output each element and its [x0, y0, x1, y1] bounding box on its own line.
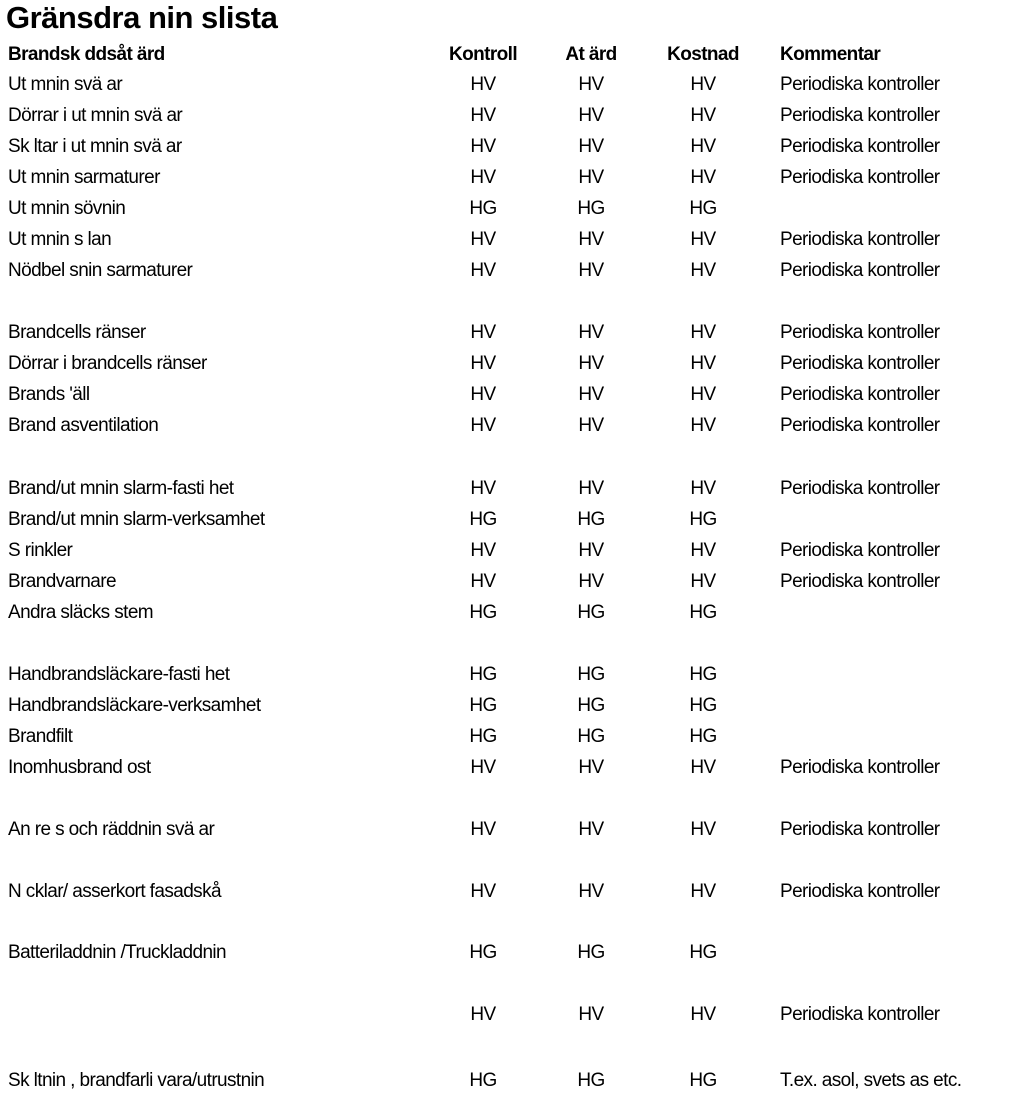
- row-kontroll-value: HV: [470, 415, 496, 436]
- row-item-label: Ut mnin svä ar: [8, 74, 123, 95]
- table-row: [0, 474, 1024, 504]
- row-kontroll-value: HV: [470, 353, 496, 374]
- row-atgard-value: HV: [578, 757, 604, 778]
- row-kommentar-text: Periodiska kontroller: [780, 74, 940, 95]
- row-kostnad-value: HG: [689, 942, 717, 963]
- row-kostnad-value: HG: [689, 1070, 717, 1091]
- row-item-label: Ut mnin sarmaturer: [8, 167, 160, 188]
- table-row: [0, 70, 1024, 100]
- row-atgard-value: HV: [578, 136, 604, 157]
- row-kontroll-value: HG: [469, 198, 497, 219]
- row-atgard-value: HV: [578, 881, 604, 902]
- row-atgard-value: HV: [578, 540, 604, 561]
- row-kostnad-value: HG: [689, 664, 717, 685]
- row-kontroll-value: HV: [470, 571, 496, 592]
- row-kontroll-value: HV: [470, 757, 496, 778]
- row-kontroll-value: HV: [470, 322, 496, 343]
- row-item-label: N cklar/ asserkort fasadskå: [8, 881, 221, 902]
- row-kostnad-value: HV: [690, 881, 716, 902]
- row-item-label: Dörrar i brandcells ränser: [8, 353, 207, 374]
- row-item-label: Sk ltnin , brandfarli vara/utrustnin: [8, 1070, 265, 1091]
- row-kostnad-value: HG: [689, 726, 717, 747]
- row-kommentar-text: Periodiska kontroller: [780, 384, 940, 405]
- row-kontroll-value: HV: [470, 384, 496, 405]
- header-kostnad: Kostnad: [667, 44, 739, 65]
- row-kommentar-text: Periodiska kontroller: [780, 415, 940, 436]
- row-kostnad-value: HG: [689, 602, 717, 623]
- table-row: [0, 938, 1024, 968]
- row-atgard-value: HV: [578, 322, 604, 343]
- row-atgard-value: HG: [577, 198, 605, 219]
- row-kommentar-text: Periodiska kontroller: [780, 229, 940, 250]
- table-header-row: [0, 40, 1024, 70]
- row-kommentar-text: Periodiska kontroller: [780, 167, 940, 188]
- row-item-label: Brandfilt: [8, 726, 73, 747]
- row-kostnad-value: HV: [690, 384, 716, 405]
- table-row: [0, 877, 1024, 907]
- table-row: [0, 722, 1024, 752]
- row-kontroll-value: HV: [470, 74, 496, 95]
- table-row: [0, 598, 1024, 628]
- table-row: [0, 1066, 1024, 1096]
- row-item-label: Brandcells ränser: [8, 322, 146, 343]
- row-kontroll-value: HV: [470, 819, 496, 840]
- row-kostnad-value: HV: [690, 1004, 716, 1025]
- row-kontroll-value: HG: [469, 664, 497, 685]
- row-kontroll-value: HG: [469, 1070, 497, 1091]
- row-item-label: Brand/ut mnin slarm-verksamhet: [8, 509, 265, 530]
- row-kommentar-text: Periodiska kontroller: [780, 478, 940, 499]
- row-item-label: Brand/ut mnin slarm-fasti het: [8, 478, 234, 499]
- row-item-label: Brandvarnare: [8, 571, 116, 592]
- row-atgard-value: HV: [578, 384, 604, 405]
- row-kommentar-text: Periodiska kontroller: [780, 819, 940, 840]
- row-atgard-value: HG: [577, 942, 605, 963]
- table-row: [0, 163, 1024, 193]
- row-item-label: Inomhusbrand ost: [8, 757, 151, 778]
- row-kontroll-value: HV: [470, 260, 496, 281]
- row-kostnad-value: HV: [690, 74, 716, 95]
- row-item-label: An re s och räddnin svä ar: [8, 819, 215, 840]
- row-kostnad-value: HV: [690, 229, 716, 250]
- row-kontroll-value: HV: [470, 540, 496, 561]
- row-kostnad-value: HG: [689, 198, 717, 219]
- row-kostnad-value: HV: [690, 478, 716, 499]
- row-kommentar-text: Periodiska kontroller: [780, 571, 940, 592]
- table-row: [0, 318, 1024, 348]
- header-item: Brandsk ddsåt ärd: [8, 44, 165, 65]
- table-row: [0, 194, 1024, 224]
- row-kostnad-value: HV: [690, 757, 716, 778]
- row-kontroll-value: HV: [470, 136, 496, 157]
- row-kommentar-text: Periodiska kontroller: [780, 1004, 940, 1025]
- row-atgard-value: HV: [578, 74, 604, 95]
- table-row: [0, 753, 1024, 783]
- row-kommentar-text: Periodiska kontroller: [780, 540, 940, 561]
- row-kommentar-text: Periodiska kontroller: [780, 136, 940, 157]
- row-kostnad-value: HV: [690, 819, 716, 840]
- header-kommentar: Kommentar: [780, 44, 881, 65]
- row-kontroll-value: HV: [470, 881, 496, 902]
- table-row: [0, 567, 1024, 597]
- header-kontroll: Kontroll: [448, 44, 518, 65]
- row-item-label: Ut mnin s lan: [8, 229, 112, 250]
- table-row: [0, 225, 1024, 255]
- row-item-label: Dörrar i ut mnin svä ar: [8, 105, 183, 126]
- row-atgard-value: HV: [578, 105, 604, 126]
- row-kontroll-value: HV: [470, 478, 496, 499]
- row-kostnad-value: HV: [690, 571, 716, 592]
- row-atgard-value: HG: [577, 726, 605, 747]
- row-item-label: Sk ltar i ut mnin svä ar: [8, 136, 182, 157]
- table-row: [0, 380, 1024, 410]
- row-kostnad-value: HV: [690, 540, 716, 561]
- row-kommentar-text: Periodiska kontroller: [780, 260, 940, 281]
- row-atgard-value: HV: [578, 415, 604, 436]
- row-kostnad-value: HV: [690, 167, 716, 188]
- table-row: [0, 132, 1024, 162]
- row-kostnad-value: HV: [690, 136, 716, 157]
- table-row: [0, 536, 1024, 566]
- table-row: [0, 660, 1024, 690]
- table-row: [0, 815, 1024, 845]
- row-atgard-value: HG: [577, 602, 605, 623]
- row-kontroll-value: HV: [470, 167, 496, 188]
- row-atgard-value: HG: [577, 509, 605, 530]
- table-row: [0, 411, 1024, 441]
- row-kommentar-text: Periodiska kontroller: [780, 353, 940, 374]
- row-item-label: Handbrandsläckare-verksamhet: [8, 695, 261, 716]
- row-kontroll-value: HG: [469, 726, 497, 747]
- row-kostnad-value: HG: [689, 695, 717, 716]
- row-atgard-value: HV: [578, 478, 604, 499]
- row-atgard-value: HV: [578, 229, 604, 250]
- row-kontroll-value: HG: [469, 509, 497, 530]
- page-title: Gränsdra nin slista: [6, 0, 278, 35]
- row-kontroll-value: HV: [470, 105, 496, 126]
- row-kostnad-value: HV: [690, 353, 716, 374]
- row-item-label: Ut mnin sövnin: [8, 198, 126, 219]
- header-atgard: At ärd: [565, 44, 617, 65]
- row-kommentar-text: T.ex. asol, svets as etc.: [780, 1070, 962, 1091]
- row-item-label: Batteriladdnin /Truckladdnin: [8, 942, 227, 963]
- table-row: [0, 505, 1024, 535]
- row-kommentar-text: Periodiska kontroller: [780, 881, 940, 902]
- table-row: [0, 256, 1024, 286]
- row-item-label: Handbrandsläckare-fasti het: [8, 664, 230, 685]
- row-kostnad-value: HV: [690, 105, 716, 126]
- row-atgard-value: HG: [577, 664, 605, 685]
- row-kontroll-value: HG: [469, 602, 497, 623]
- row-item-label: Nödbel snin sarmaturer: [8, 260, 193, 281]
- row-atgard-value: HG: [577, 1070, 605, 1091]
- row-item-label: Brand asventilation: [8, 415, 159, 436]
- row-kommentar-text: Periodiska kontroller: [780, 105, 940, 126]
- row-kontroll-value: HG: [469, 695, 497, 716]
- row-atgard-value: HV: [578, 353, 604, 374]
- table-row: [0, 101, 1024, 131]
- row-kostnad-value: HV: [690, 415, 716, 436]
- table-row: [0, 349, 1024, 379]
- row-kontroll-value: HV: [470, 229, 496, 250]
- row-atgard-value: HG: [577, 695, 605, 716]
- row-kontroll-value: HV: [470, 1004, 496, 1025]
- row-kostnad-value: HV: [690, 322, 716, 343]
- row-item-label: S rinkler: [8, 540, 73, 561]
- row-atgard-value: HV: [578, 167, 604, 188]
- row-atgard-value: HV: [578, 571, 604, 592]
- row-item-label: Brands 'äll: [8, 384, 90, 405]
- row-atgard-value: HV: [578, 1004, 604, 1025]
- row-kommentar-text: Periodiska kontroller: [780, 757, 940, 778]
- table-row: [0, 1000, 1024, 1030]
- row-atgard-value: HV: [578, 819, 604, 840]
- row-kommentar-text: Periodiska kontroller: [780, 322, 940, 343]
- row-item-label: Andra släcks stem: [8, 602, 154, 623]
- row-atgard-value: HV: [578, 260, 604, 281]
- row-kontroll-value: HG: [469, 942, 497, 963]
- row-kostnad-value: HV: [690, 260, 716, 281]
- table-row: [0, 691, 1024, 721]
- row-kostnad-value: HG: [689, 509, 717, 530]
